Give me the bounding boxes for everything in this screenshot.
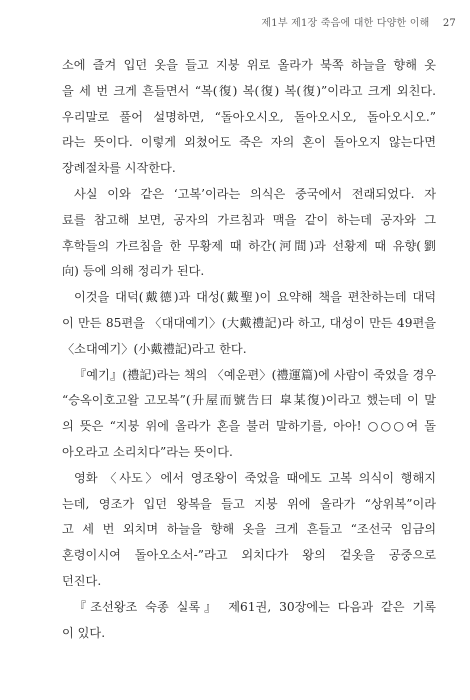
text-line: 을 세 번 크게 흔들면서 “복(復) 복(復) 복(復)”이라고 크게 외친다. bbox=[62, 83, 436, 98]
text-line: 소에 즐겨 입던 옷을 들고 지붕 위로 올라가 북쪽 하늘을 향해 옷 bbox=[62, 58, 436, 72]
body-text bbox=[62, 53, 436, 646]
text-line: 아오라고 소리치다”라는 뜻이다. bbox=[62, 444, 233, 459]
text-line: 이 만든 85편을 〈대대예기〉(大戴禮記)라 하고, 대성이 만든 49편을 bbox=[62, 315, 436, 330]
text-line: 후학들의 가르침을 한 무황제 때 하간(河間)과 선황제 때 유향(劉 bbox=[62, 238, 436, 253]
paragraph bbox=[62, 53, 436, 182]
paragraph bbox=[62, 182, 436, 285]
text-line: 이 있다. bbox=[62, 625, 106, 640]
text-line: 向) 등에 의해 정리가 된다. bbox=[62, 264, 205, 279]
text-line: 던진다. bbox=[62, 573, 102, 588]
paragraph bbox=[62, 595, 436, 647]
text-line: 〈소대예기〉(小戴禮記)라고 한다. bbox=[62, 341, 247, 356]
running-header bbox=[261, 14, 456, 29]
text-line: 영화 〈사도〉에서 영조왕이 죽었을 때에도 고복 의식이 행해지 bbox=[74, 470, 436, 485]
text-line: 료를 참고해 보면, 공자의 가르침과 맥을 같이 하는데 공자와 그 bbox=[62, 212, 436, 227]
text-line: 사실 이와 같은 ‘고복’이라는 의식은 중국에서 전래되었다. 자 bbox=[74, 186, 436, 201]
page-number: 27 bbox=[442, 18, 456, 29]
text-line: 라는 뜻이다. 이렇게 외쳤어도 죽은 자의 혼이 돌아오지 않는다면 bbox=[62, 135, 436, 150]
text-line: 우리말로 풀어 설명하면, “돌아오시오, 돌아오시오, 돌아오시오.” bbox=[62, 109, 436, 124]
paragraph bbox=[62, 363, 436, 466]
text-line: 혼령이시여 돌아오소서-”라고 외치다가 왕의 겉옷을 공중으로 bbox=[62, 548, 436, 563]
text-line: 『조선왕조 숙종 실록』 제61권, 30장에는 다음과 같은 기록 bbox=[74, 599, 436, 614]
text-line: 장례절차를 시작한다. bbox=[62, 161, 176, 176]
paragraph bbox=[62, 285, 436, 362]
text-line: 이것을 대덕(戴德)과 대성(戴聖)이 요약해 책을 편찬하는데 대덕 bbox=[74, 290, 436, 305]
text-line: “승옥이호고왈 고모복”(升屋而號告曰 皐某復)이라고 했는데 이 말 bbox=[62, 393, 436, 408]
running-title: 제1부 제1장 죽음에 대한 다양한 이해 bbox=[261, 18, 430, 29]
text-line: 『예기』(禮記)라는 책의 〈예운편〉(禮運篇)에 사람이 죽었을 경우 bbox=[74, 367, 436, 382]
text-line: 의 뜻은 “지붕 위에 올라가 혼을 불러 말하기를, 아아! ○○○여 돌 bbox=[62, 419, 436, 434]
text-line: 는데, 영조가 입던 왕복을 들고 지붕 위에 올라가 “상위복”이라 bbox=[62, 496, 436, 511]
paragraph bbox=[62, 466, 436, 595]
text-line: 고 세 번 외치며 하늘을 향해 옷을 크게 흔들고 “조선국 임금의 bbox=[62, 522, 436, 537]
